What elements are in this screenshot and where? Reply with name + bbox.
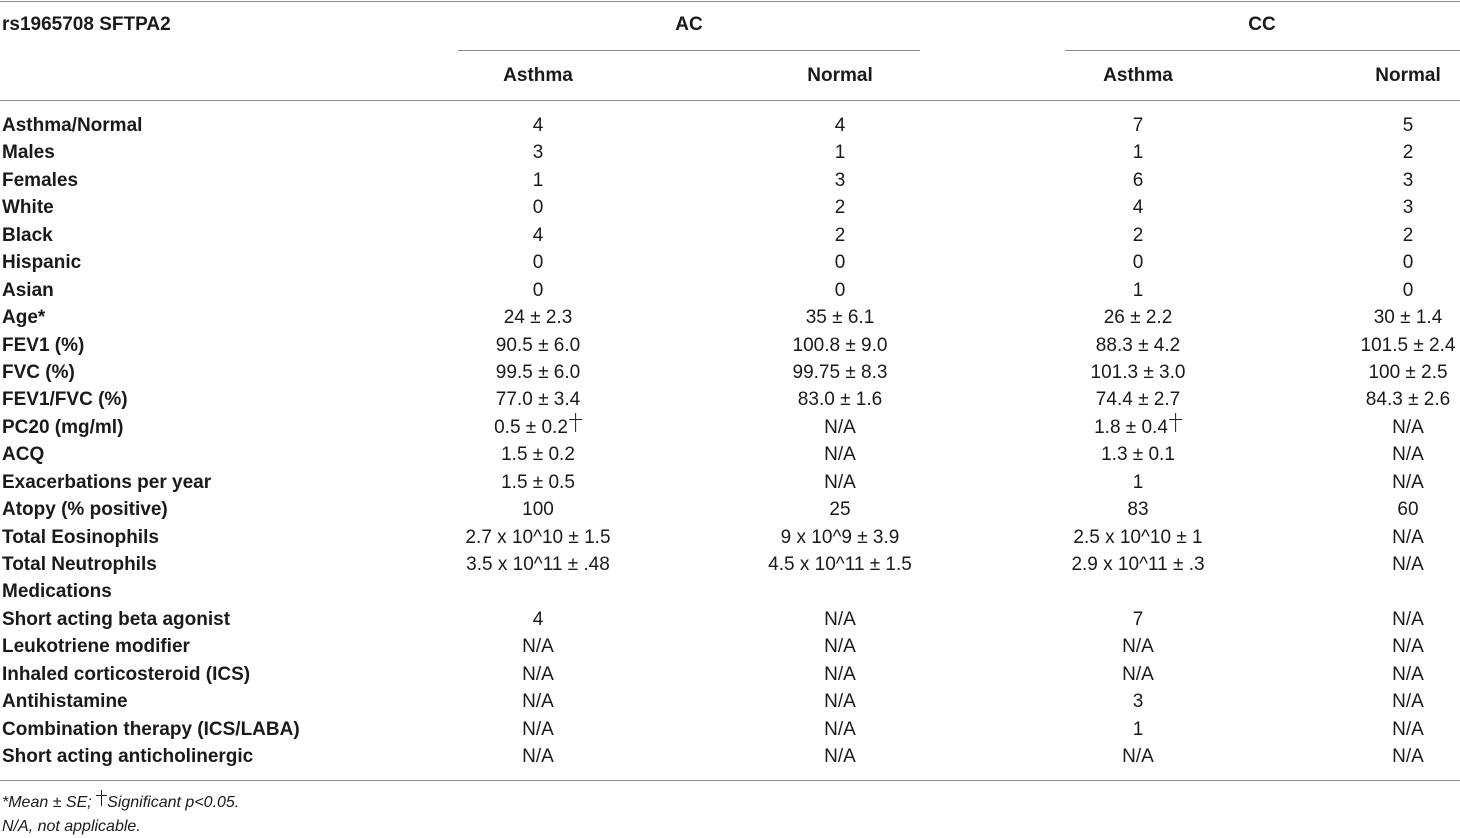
cell-value: 101.5 ± 2.4	[1360, 334, 1456, 356]
table-row	[0, 526, 1460, 553]
row-label: Combination therapy (ICS/LABA)	[2, 718, 300, 740]
cell-value: 90.5 ± 6.0	[495, 334, 581, 356]
cell-ac-normal	[824, 417, 856, 439]
cell-value: 1	[834, 142, 846, 164]
cell-value: 0	[532, 252, 544, 274]
cell-value: N/A	[824, 444, 856, 466]
cell-ac-asthma	[533, 170, 544, 192]
cell-value: 0	[532, 197, 544, 219]
footnote-mean-se-text: *Mean ± SE;	[2, 794, 97, 811]
cell-value: 1	[1132, 718, 1144, 740]
cell-value: N/A	[522, 636, 554, 658]
cell-value: N/A	[522, 718, 554, 740]
cell-cc-normal	[1392, 719, 1424, 741]
cell-cc-asthma	[1133, 280, 1144, 302]
cell-ac-asthma	[533, 252, 544, 274]
footnote-significance-text: Significant p<0.05.	[107, 794, 240, 811]
cell-value: 7	[1132, 115, 1144, 136]
cell-ac-normal	[798, 389, 882, 411]
cell-value: 1.5 ± 0.2	[501, 444, 575, 466]
cell-value: N/A	[824, 471, 856, 493]
cell-ac-normal	[824, 719, 856, 741]
table-row	[0, 279, 1460, 306]
cell-ac-normal	[793, 362, 888, 384]
cell-ac-asthma	[533, 280, 544, 302]
cell-cc-asthma	[1133, 691, 1144, 713]
cell-value: 2.9 x 10^11 ± .3	[1071, 554, 1205, 575]
row-label: Black	[2, 224, 53, 246]
table-row	[0, 169, 1460, 196]
cell-value: N/A	[1392, 471, 1424, 493]
table-row	[0, 361, 1460, 388]
row-label: FEV1 (%)	[2, 334, 85, 356]
cell-value: 100	[522, 499, 554, 521]
cell-cc-asthma	[1101, 444, 1175, 466]
cell-value: 60	[1397, 499, 1419, 521]
table-row	[0, 196, 1460, 223]
cell-ac-normal	[824, 444, 856, 466]
cell-ac-asthma	[466, 554, 610, 576]
cell-value: N/A	[1392, 608, 1424, 630]
cell-ac-normal	[835, 197, 846, 219]
row-label: Atopy (% positive)	[2, 499, 168, 521]
cell-ac-normal	[824, 664, 856, 686]
cell-cc-normal	[1403, 252, 1414, 274]
cell-value: 1	[1132, 279, 1144, 301]
cell-cc-normal	[1392, 664, 1424, 686]
cell-cc-asthma	[1094, 417, 1182, 439]
cell-ac-asthma	[501, 472, 575, 494]
cell-ac-normal	[806, 307, 875, 329]
cell-ac-normal	[824, 609, 856, 631]
cell-value: 100 ± 2.5	[1368, 361, 1448, 383]
cell-value: 4	[532, 224, 544, 246]
cell-ac-asthma	[533, 609, 544, 631]
cell-cc-asthma	[1122, 746, 1154, 768]
cell-value: N/A	[1392, 416, 1424, 438]
footnote-mean-se	[2, 793, 239, 813]
cell-value: 4	[532, 608, 544, 630]
row-label: Inhaled corticosteroid (ICS)	[2, 663, 251, 685]
cell-cc-normal	[1392, 609, 1424, 631]
table-row	[0, 224, 1460, 251]
cell-value: N/A	[1392, 691, 1424, 713]
cell-value: 1.8 ± 0.4	[1094, 416, 1168, 438]
cell-value: 2.5 x 10^10 ± 1	[1073, 526, 1203, 548]
cell-ac-asthma	[504, 307, 573, 329]
cell-cc-asthma	[1104, 307, 1173, 329]
cell-ac-normal	[824, 636, 856, 658]
cell-value: 83	[1127, 499, 1149, 521]
cell-cc-asthma	[1133, 252, 1144, 274]
cell-ac-asthma	[496, 335, 580, 357]
cell-value: 7	[1132, 608, 1144, 630]
row-label: Short acting beta agonist	[2, 608, 231, 630]
cell-value: 35 ± 6.1	[805, 307, 875, 329]
cell-value: 99.5 ± 6.0	[495, 361, 581, 383]
cell-ac-normal	[835, 115, 846, 137]
row-label: Leukotriene modifier	[2, 636, 190, 658]
cell-cc-asthma	[1133, 719, 1144, 741]
cell-cc-normal	[1403, 142, 1414, 164]
cell-value: N/A	[824, 416, 856, 438]
cell-ac-normal	[835, 142, 846, 164]
cell-value: 0	[834, 252, 846, 274]
cell-value: N/A	[1122, 746, 1154, 768]
cell-value: 30 ± 1.4	[1373, 307, 1443, 329]
cell-cc-normal	[1392, 472, 1424, 494]
cell-value: 3	[1402, 197, 1414, 219]
cell-cc-normal	[1374, 307, 1443, 329]
cell-cc-asthma	[1133, 609, 1144, 631]
cell-value: 0	[1402, 279, 1414, 301]
cell-value: 6	[1132, 169, 1144, 191]
cell-value: N/A	[1392, 444, 1424, 466]
cell-value: 0.5 ± 0.2	[494, 416, 568, 438]
cell-ac-normal	[835, 280, 846, 302]
cell-ac-asthma	[533, 142, 544, 164]
cell-cc-asthma	[1122, 636, 1154, 658]
cell-ac-normal	[824, 691, 856, 713]
cell-cc-normal	[1392, 746, 1424, 768]
cell-value: 2	[834, 224, 846, 246]
cell-cc-asthma	[1096, 335, 1180, 357]
cell-ac-asthma	[501, 444, 575, 466]
cell-value: N/A	[1122, 663, 1154, 685]
cell-value: 4	[1132, 197, 1144, 219]
table-row	[0, 608, 1460, 635]
row-label: ACQ	[2, 444, 45, 466]
cell-value: 1	[1132, 471, 1144, 493]
cell-ac-asthma	[522, 719, 554, 741]
group-rule-cc	[1065, 50, 1460, 51]
dagger-icon	[96, 790, 107, 806]
cell-value: 9 x 10^9 ± 3.9	[780, 526, 900, 548]
table-bottom-rule	[0, 780, 1460, 781]
column-header-cc-normal: Normal	[1375, 65, 1441, 86]
table-row	[0, 388, 1460, 415]
cell-value: N/A	[1392, 636, 1424, 658]
cell-cc-normal	[1392, 527, 1424, 549]
cell-cc-asthma	[1091, 362, 1186, 384]
cell-cc-asthma	[1133, 170, 1144, 192]
table-header-rule	[0, 100, 1460, 101]
table-row	[0, 471, 1460, 498]
cell-cc-asthma	[1073, 527, 1202, 549]
cell-value: N/A	[522, 746, 554, 768]
cell-value: N/A	[1392, 663, 1424, 685]
cell-value: 1	[1132, 142, 1144, 164]
cell-cc-normal	[1392, 554, 1424, 576]
cell-ac-normal	[835, 252, 846, 274]
cell-value: 5	[1402, 115, 1414, 136]
row-label: Exacerbations per year	[2, 471, 212, 493]
cell-ac-normal	[781, 527, 900, 549]
row-label: Asian	[2, 279, 54, 301]
table-top-rule	[0, 1, 1460, 2]
cell-value: N/A	[522, 663, 554, 685]
cell-value: 3	[1132, 691, 1144, 713]
column-header-ac-normal: Normal	[807, 65, 873, 86]
row-label: Total Eosinophils	[2, 526, 159, 548]
cell-value: N/A	[824, 746, 856, 768]
cell-value: 3.5 x 10^11 ± .48	[466, 554, 610, 575]
cell-value: 3	[1402, 169, 1414, 191]
cell-ac-normal	[835, 225, 846, 247]
cell-cc-normal	[1403, 280, 1414, 302]
cell-value: N/A	[1392, 554, 1424, 575]
cell-value: N/A	[1122, 636, 1154, 658]
cell-cc-asthma	[1133, 197, 1144, 219]
cell-cc-normal	[1392, 636, 1424, 658]
cell-value: 2.7 x 10^10 ± 1.5	[465, 526, 611, 548]
cell-cc-normal	[1403, 115, 1414, 137]
cell-cc-asthma	[1122, 664, 1154, 686]
table-row	[0, 718, 1460, 745]
cell-ac-asthma	[494, 417, 582, 439]
row-label: Antihistamine	[2, 691, 128, 713]
cell-value: 0	[834, 279, 846, 301]
cell-ac-asthma	[522, 636, 554, 658]
row-label: Medications	[2, 581, 112, 603]
table-row	[0, 663, 1460, 690]
row-label: White	[2, 197, 54, 219]
dagger-icon	[1169, 413, 1182, 432]
cell-value: 25	[829, 499, 851, 521]
row-label: Age*	[2, 307, 46, 329]
group-header-ac: AC	[675, 14, 703, 35]
row-label: FEV1/FVC (%)	[2, 389, 128, 411]
row-label: Asthma/Normal	[2, 115, 143, 136]
cell-value: 0	[1132, 252, 1144, 274]
cell-value: N/A	[824, 608, 856, 630]
column-header-ac-asthma: Asthma	[503, 65, 573, 86]
cell-value: 99.75 ± 8.3	[792, 361, 888, 383]
table-row	[0, 306, 1460, 333]
cell-value: N/A	[1392, 746, 1424, 768]
cell-value: N/A	[824, 718, 856, 740]
cell-value: 4	[834, 115, 846, 136]
table-title: rs1965708 SFTPA2	[2, 14, 171, 35]
cell-cc-asthma	[1133, 225, 1144, 247]
cell-value: 88.3 ± 4.2	[1095, 334, 1181, 356]
cell-ac-normal	[829, 499, 850, 521]
group-rule-ac	[458, 50, 920, 51]
cell-value: 1.3 ± 0.1	[1101, 444, 1175, 466]
table-row	[0, 251, 1460, 278]
row-label: Females	[2, 169, 79, 191]
cell-ac-asthma	[533, 225, 544, 247]
cell-ac-asthma	[465, 527, 610, 549]
cell-cc-asthma	[1133, 472, 1144, 494]
cell-ac-asthma	[522, 664, 554, 686]
cell-cc-normal	[1403, 225, 1414, 247]
cell-cc-normal	[1392, 691, 1424, 713]
cell-cc-asthma	[1127, 499, 1148, 521]
cell-cc-asthma	[1133, 142, 1144, 164]
cell-value: 84.3 ± 2.6	[1365, 389, 1451, 411]
cell-cc-normal	[1403, 170, 1414, 192]
cell-value: 26 ± 2.2	[1103, 307, 1173, 329]
cell-ac-normal	[835, 170, 846, 192]
cell-value: 4.5 x 10^11 ± 1.5	[768, 554, 912, 575]
cell-value: 0	[532, 279, 544, 301]
cell-cc-normal	[1392, 444, 1424, 466]
cell-value: 101.3 ± 3.0	[1090, 361, 1186, 383]
cell-cc-normal	[1392, 417, 1424, 439]
table-row	[0, 553, 1460, 580]
cell-value: 83.0 ± 1.6	[797, 389, 883, 411]
cell-cc-normal	[1361, 335, 1456, 357]
table-row	[0, 443, 1460, 470]
cell-ac-asthma	[533, 115, 544, 137]
cell-value: 2	[834, 197, 846, 219]
cell-cc-normal	[1403, 197, 1414, 219]
cell-cc-asthma	[1096, 389, 1180, 411]
row-label: FVC (%)	[2, 361, 75, 383]
group-header-cc: CC	[1248, 14, 1276, 35]
table-row	[0, 114, 1460, 141]
cell-value: N/A	[824, 636, 856, 658]
cell-value: 1.5 ± 0.5	[501, 471, 575, 493]
cell-value: 74.4 ± 2.7	[1095, 389, 1181, 411]
footnote-not-applicable: N/A, not applicable.	[2, 818, 141, 835]
cell-ac-asthma	[533, 197, 544, 219]
cell-ac-asthma	[522, 746, 554, 768]
cell-cc-asthma	[1071, 554, 1204, 576]
cell-ac-asthma	[496, 389, 580, 411]
cell-cc-asthma	[1133, 115, 1144, 137]
table-row	[0, 334, 1460, 361]
table-row	[0, 498, 1460, 525]
table-row	[0, 141, 1460, 168]
row-label: Total Neutrophils	[2, 554, 157, 575]
table-row	[0, 580, 1460, 607]
cell-ac-asthma	[522, 499, 554, 521]
cell-cc-normal	[1368, 362, 1447, 384]
cell-value: 3	[834, 169, 846, 191]
cell-value: 1	[532, 169, 544, 191]
cell-value: N/A	[522, 691, 554, 713]
cell-value: 4	[532, 115, 544, 136]
table-row	[0, 416, 1460, 443]
cell-ac-normal	[824, 472, 856, 494]
cell-value: 0	[1402, 252, 1414, 274]
table-body	[0, 114, 1460, 773]
cell-value: N/A	[824, 691, 856, 713]
cell-value: N/A	[1392, 526, 1424, 548]
cell-cc-normal	[1366, 389, 1450, 411]
row-label: Short acting anticholinergic	[2, 746, 254, 768]
cell-value: 77.0 ± 3.4	[495, 389, 581, 411]
cell-ac-normal	[793, 335, 888, 357]
cell-ac-asthma	[496, 362, 580, 384]
cell-ac-normal	[768, 554, 912, 576]
table-row	[0, 690, 1460, 717]
cell-ac-normal	[824, 746, 856, 768]
cell-value: 2	[1402, 142, 1414, 164]
cell-value: 2	[1402, 224, 1414, 246]
row-label: Hispanic	[2, 252, 82, 274]
table-row	[0, 745, 1460, 772]
cell-cc-normal	[1397, 499, 1418, 521]
cell-value: N/A	[824, 663, 856, 685]
row-label: PC20 (mg/ml)	[2, 416, 124, 438]
cell-value: N/A	[1392, 718, 1424, 740]
cell-value: 3	[532, 142, 544, 164]
column-header-cc-asthma: Asthma	[1103, 65, 1173, 86]
cell-value: 2	[1132, 224, 1144, 246]
dagger-icon	[569, 413, 582, 432]
cell-ac-asthma	[522, 691, 554, 713]
cell-value: 24 ± 2.3	[503, 307, 573, 329]
cell-value: 100.8 ± 9.0	[792, 334, 888, 356]
table-row	[0, 635, 1460, 662]
row-label: Males	[2, 142, 55, 164]
